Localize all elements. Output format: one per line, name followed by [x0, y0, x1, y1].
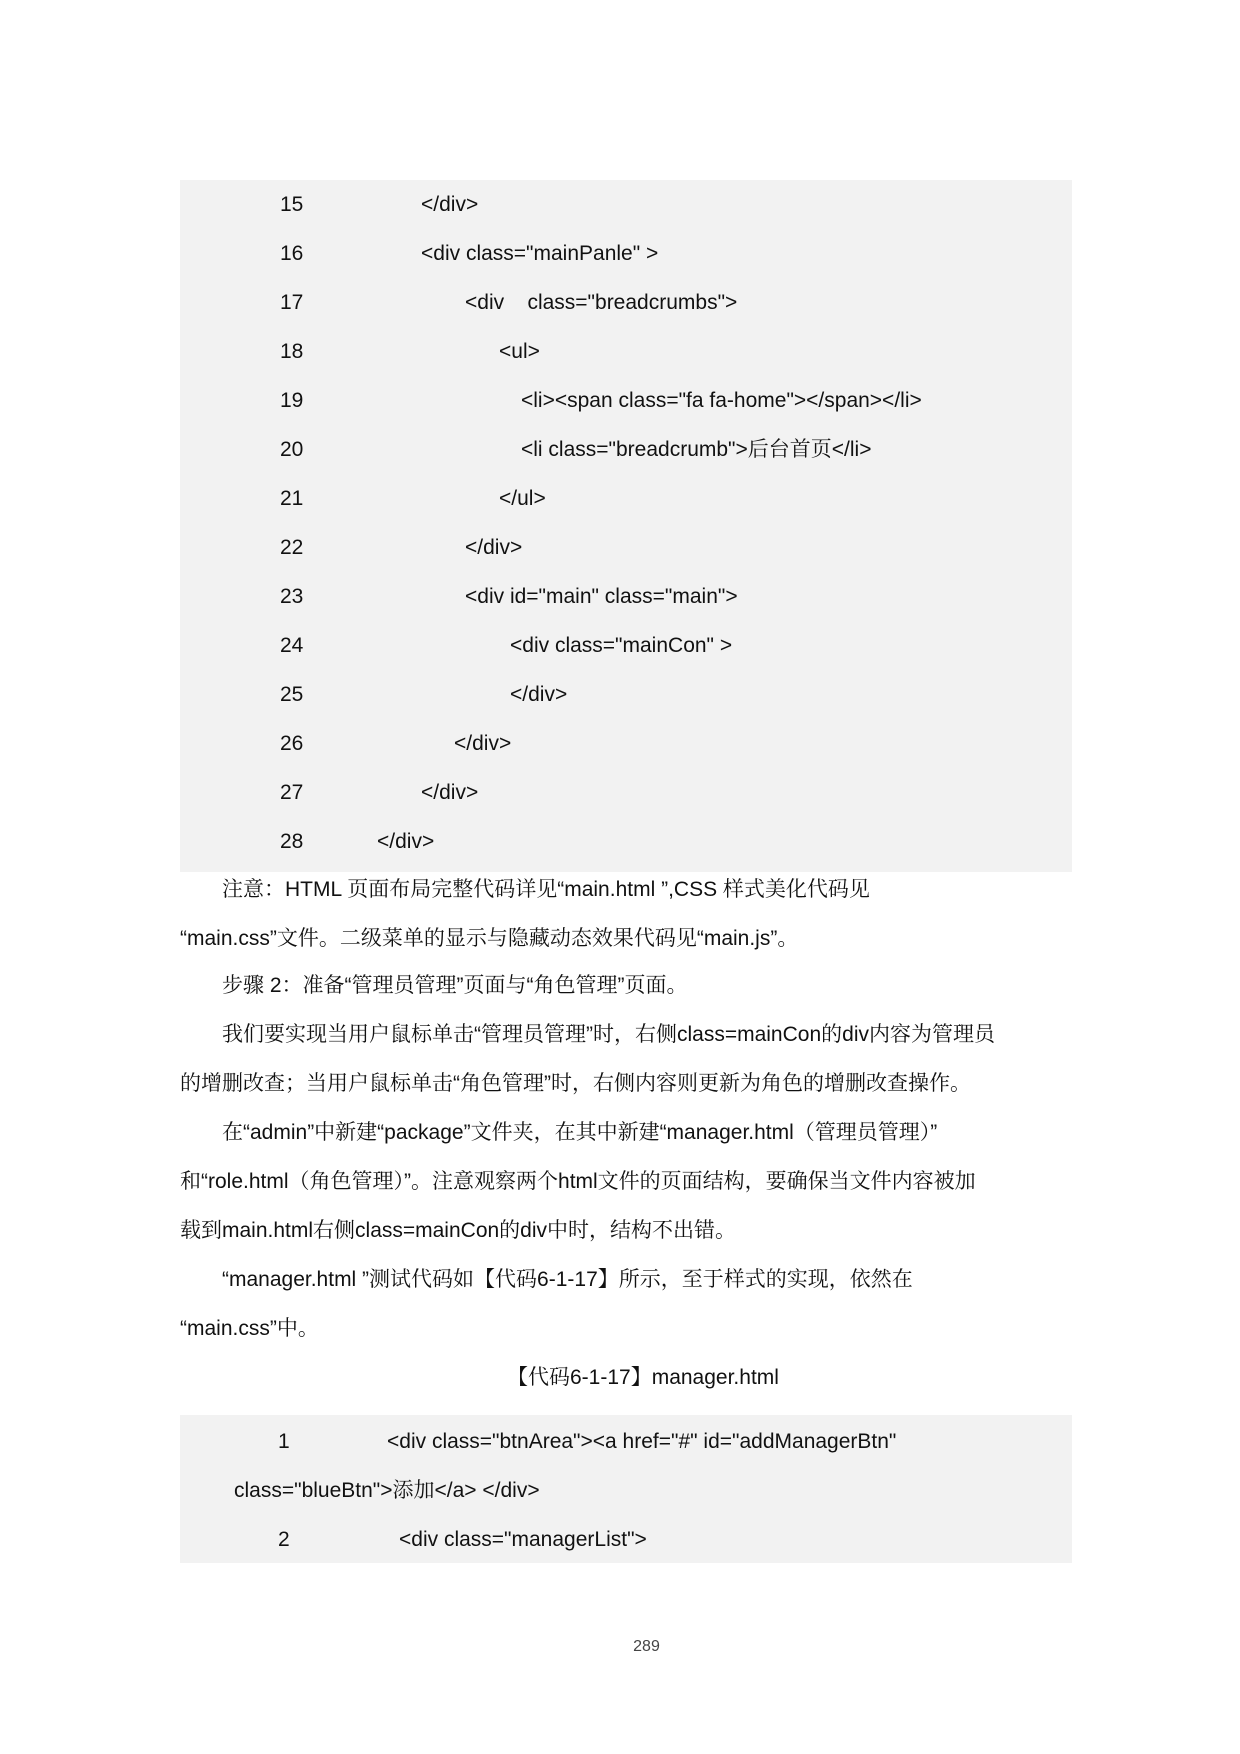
- paragraph-line: “main.css”中。: [180, 1317, 319, 1340]
- line-code: <div class="btnArea"><a href="#" id="addManagerBtn": [387, 1430, 897, 1453]
- code-line: [180, 1525, 647, 1555]
- code-line: [180, 582, 738, 612]
- line-number: 19: [280, 389, 304, 412]
- line-number: 16: [280, 242, 304, 265]
- code-line: [180, 778, 479, 808]
- line-code: </div>: [510, 683, 568, 706]
- line-code: </div>: [421, 193, 479, 216]
- line-number: 20: [280, 438, 304, 461]
- line-code: </ul>: [499, 487, 546, 510]
- code-line: [180, 680, 568, 710]
- line-code: </div>: [377, 830, 435, 853]
- line-code: </div>: [465, 536, 523, 559]
- code-line: [180, 1427, 897, 1457]
- line-code: </div>: [454, 732, 512, 755]
- line-code: <li class="breadcrumb">后台首页</li>: [521, 438, 872, 461]
- code-line: [180, 386, 922, 416]
- paragraph-line: “main.css”文件。二级菜单的显示与隐藏动态效果代码见“main.js”。: [180, 927, 799, 950]
- paragraph-line: 在“admin”中新建“package”文件夹，在其中新建“manager.html（管理员管理）”: [222, 1121, 938, 1144]
- code-caption: 【代码6-1-17】manager.html: [507, 1366, 779, 1389]
- line-number: 24: [280, 634, 304, 657]
- line-code: class="blueBtn">添加</a> </div>: [234, 1479, 540, 1502]
- code-line: [180, 1476, 540, 1506]
- line-code: <div class="mainCon" >: [510, 634, 733, 657]
- line-number: 27: [280, 781, 304, 804]
- code-line: [180, 190, 479, 220]
- line-code: <div class="breadcrumbs">: [465, 291, 738, 314]
- line-number: 17: [280, 291, 304, 314]
- line-number: 23: [280, 585, 304, 608]
- code-line: [180, 827, 435, 857]
- line-number: 18: [280, 340, 304, 363]
- code-line: [180, 337, 540, 367]
- line-code: <div class="mainPanle" >: [421, 242, 659, 265]
- line-number: 28: [280, 830, 304, 853]
- line-number: 2: [278, 1528, 290, 1551]
- paragraph-line: 和“role.html（角色管理）”。注意观察两个html文件的页面结构，要确保当文件内容被加: [180, 1170, 976, 1193]
- code-line: [180, 729, 512, 759]
- paragraph-line: 我们要实现当用户鼠标单击“管理员管理”时，右侧class=mainCon的div内容为管理员: [222, 1023, 995, 1046]
- code-line: [180, 288, 738, 318]
- code-block: [180, 180, 1072, 872]
- line-number: 21: [280, 487, 304, 510]
- code-line: [180, 435, 872, 465]
- line-number: 25: [280, 683, 304, 706]
- line-code: <li><span class="fa fa-home"></span></li>: [521, 389, 922, 412]
- paragraph-line: 的增删改查；当用户鼠标单击“角色管理”时，右侧内容则更新为角色的增删改查操作。: [180, 1072, 971, 1095]
- code-line: [180, 239, 659, 269]
- paragraph-line: “manager.html ”测试代码如【代码6-1-17】所示，至于样式的实现，依然在: [222, 1268, 913, 1291]
- line-code: <div id="main" class="main">: [465, 585, 738, 608]
- line-code: <ul>: [499, 340, 540, 363]
- code-line: [180, 484, 546, 514]
- code-line: [180, 533, 523, 563]
- line-number: 15: [280, 193, 304, 216]
- line-code: </div>: [421, 781, 479, 804]
- paragraph-line: 载到main.html右侧class=mainCon的div中时，结构不出错。: [180, 1219, 737, 1242]
- line-number: 22: [280, 536, 304, 559]
- line-code: <div class="managerList">: [399, 1528, 647, 1551]
- step-heading: 步骤 2：准备“管理员管理”页面与“角色管理”页面。: [222, 974, 688, 997]
- code-block: [180, 1415, 1072, 1563]
- line-number: 1: [278, 1430, 290, 1453]
- code-line: [180, 631, 733, 661]
- paragraph-line: 注意：HTML 页面布局完整代码详见“main.html ”,CSS 样式美化代码见: [222, 878, 870, 901]
- line-number: 26: [280, 732, 304, 755]
- page-number: 289: [633, 1638, 660, 1655]
